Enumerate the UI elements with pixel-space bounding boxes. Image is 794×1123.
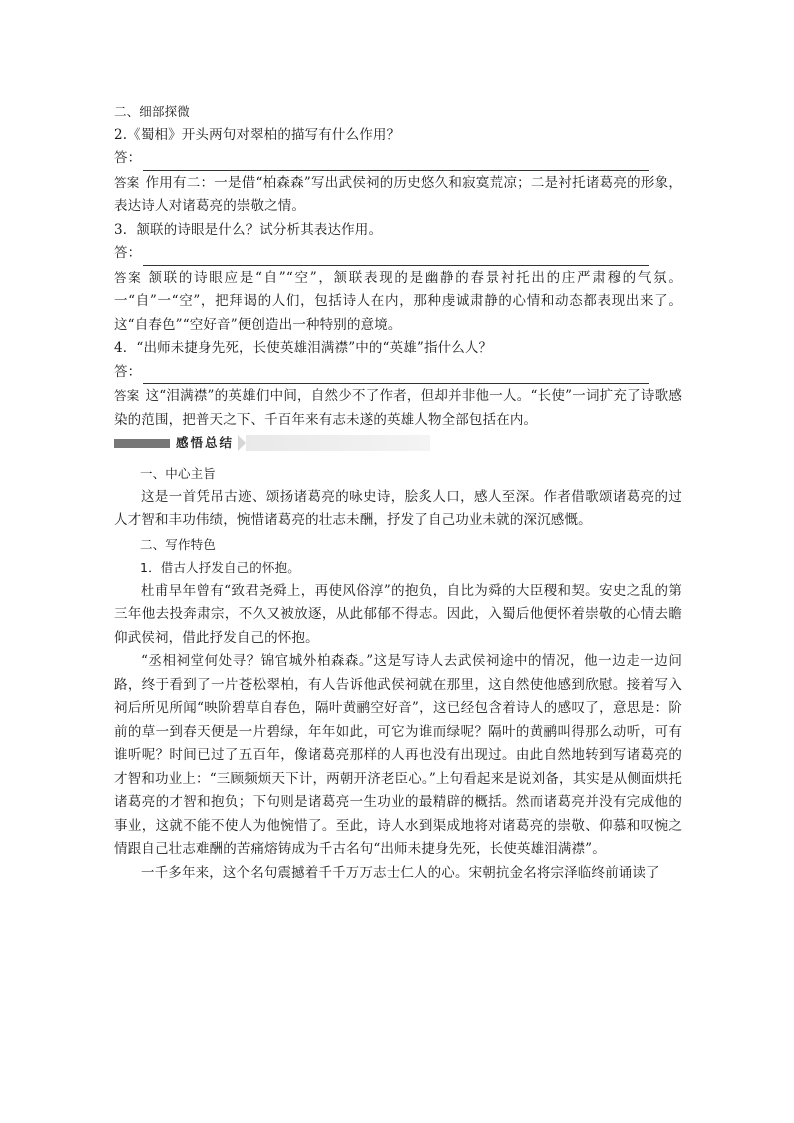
answer-3 <box>114 266 682 338</box>
answer-tag: 答案 <box>114 269 143 285</box>
features-title: 二、写作特色 <box>140 536 216 552</box>
answer-prefix: 答： <box>114 245 142 261</box>
paragraph: “丞相祠堂何处寻？锦官城外柏森森。”这是写诗人去武侯祠途中的情况，他一边走一边问路，终于看到了一片苍松翠柏，有人告诉他武侯祠就在那里，这自然使他感到欣慰。接着写入祠后所见所闻“映阶碧草自春色，隔叶黄鹂空好音”，这已经包含着诗人的感叹了，意思是：阶前的草一到春天便是一片碧绿，年年如此，可它为谁而绿呢？隔叶的黄鹂叫得那么动听，可有谁听呢？时间已过了五百年，像诸葛亮那样的人再也没有出现过。由此自然地转到写诸葛亮的才智和功业上：“三顾频烦天下计，两朝开济老臣心。”上句看起来是说刘备，其实是从侧面烘托诸葛亮的才智和抱负；下句则是诸葛亮一生功业的最精辟的概括。然而诸葛亮并没有完成他的事业，这就不能不使人为他惋惜了。至此，诗人水到渠成地将对诸葛亮的崇敬、仰慕和叹惋之情跟自己壮志难酬的苦痛熔铸成为千古名句“出师未捷身先死，长使英雄泪满襟”。 <box>114 653 682 857</box>
banner-bar <box>114 439 170 448</box>
answer-blank[interactable] <box>143 249 649 266</box>
main-idea-title: 一、中心主旨 <box>140 466 216 481</box>
answer-tag: 答案 <box>114 388 140 403</box>
question-4: 4．“出师未捷身先死，长使英雄泪满襟”中的“英雄”指什么人？ <box>114 340 493 356</box>
section-title-detail: 二、细部探微 <box>114 104 190 119</box>
answer-text: 这“泪满襟”的英雄们中间，自然少不了作者，但却并非他一人。“长使”一词扩充了诗歌感染的范围，把普天之下、千百年来有志未遂的英雄人物全部包括在内。 <box>114 388 682 428</box>
banner-tail <box>246 435 430 451</box>
answer-line-4[interactable] <box>114 361 682 385</box>
main-idea-text: 这是一首凭吊古迹、颂扬诸葛亮的咏史诗，脍炙人口，感人至深。作者借歌颂诸葛亮的过人才智和丰功伟绩，惋惜诸葛亮的壮志未酬，抒发了自己功业未就的深沉感慨。 <box>114 488 682 528</box>
paragraph: 杜甫早年曾有“致君尧舜上，再使风俗淳”的抱负，自比为舜的大臣稷和契。安史之乱的第三年他去投奔肃宗，不久又被放逐，从此郁郁不得志。因此，入蜀后他便怀着崇敬的心情去瞻仰武侯祠，借此抒发自己的怀抱。 <box>114 582 682 646</box>
answer-4 <box>114 384 682 432</box>
answer-tag: 答案 <box>114 174 140 190</box>
question-2: 2.《蜀相》开头两句对翠柏的描写有什么作用？ <box>114 126 401 143</box>
paragraph: 一千多年来，这个名句震撼着千千万万志士仁人的心。宋朝抗金名将宗泽临终前诵读了 <box>141 864 660 881</box>
question-3: 3．颔联的诗眼是什么？试分析其表达作用。 <box>114 221 383 238</box>
answer-line-3[interactable] <box>114 242 682 266</box>
answer-text: 颔联的诗眼应是“自”“空”，颔联表现的是幽静的春景衬托出的庄严肃穆的气氛。一“自”一“空”，把拜谒的人们，包括诗人在内，那种虔诚肃静的心情和动态都表现出来了。这“自春色”“空好音”便创造出一种特别的意境。 <box>114 269 682 333</box>
answer-text: 作用有二：一是借“柏森森”写出武侯祠的历史悠久和寂寞荒凉；二是衬托诸葛亮的形象，表达诗人对诸葛亮的崇敬之情。 <box>114 174 682 214</box>
banner-title: 感悟总结 <box>170 431 238 455</box>
answer-line-2[interactable] <box>114 147 682 171</box>
answer-prefix: 答： <box>114 150 142 166</box>
answer-blank[interactable] <box>143 154 649 171</box>
answer-blank[interactable] <box>143 367 649 384</box>
summary-banner <box>114 435 430 451</box>
chevron-right-icon <box>238 435 246 451</box>
answer-prefix: 答： <box>114 363 142 380</box>
answer-2 <box>114 171 682 219</box>
feature-1-title: 1．借古人抒发自己的怀抱。 <box>140 560 300 575</box>
